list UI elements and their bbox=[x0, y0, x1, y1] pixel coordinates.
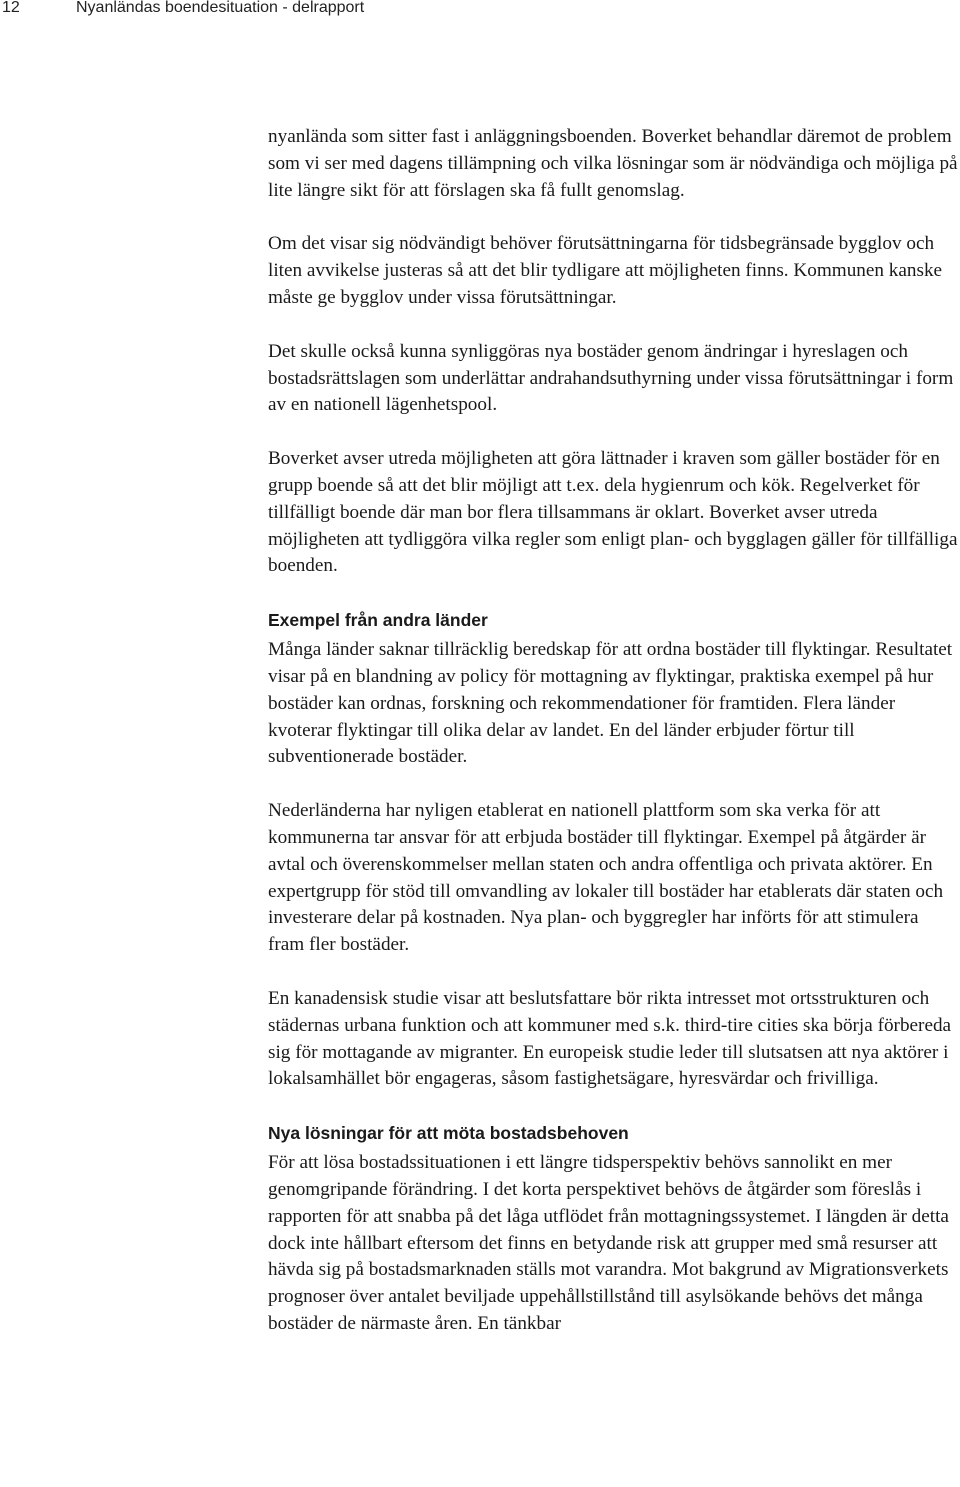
paragraph-nederlanderna: Nederländerna har nyligen etablerat en nationell plattform som ska verka för att kommunerna tar ansvar för att erbjuda bostäder till flyktingar. Exempel på åtgärder är avtal och överenskommelser mellan staten och andra offentliga och privata aktörer. En expertgrupp för stöd till omvandling av lokaler till bostäder har etablerats där staten och investerare delar på kostnaden. Nya plan- och byggregler har införts för att stimulera fram fler bostäder. bbox=[268, 800, 944, 956]
paragraph-andra-lander: Många länder saknar tillräcklig beredskap för att ordna bostäder till flyktingar. Resultatet visar på en blandning av policy för mottagning av flyktingar, praktiska exempel på hur bostäder kan ordnas, forskning och rekommendationer för framtiden. Flera länder kvoterar flyktingar till olika delar av landet. En del länder erbjuder förtur till subventionerade bostäder. bbox=[268, 639, 953, 768]
body-text bbox=[268, 124, 958, 1338]
section-heading-nya-losningar: Nya lösningar för att möta bostadsbehoven bbox=[268, 1123, 629, 1144]
paragraph-bygglov: Om det visar sig nödvändigt behöver förutsättningarna för tidsbegränsade bygglov och liten avvikelse justeras så att det blir tydligare att möjligheten finns. Kommunen kanske måste ge bygglov under vissa förutsättningar. bbox=[268, 233, 943, 308]
paragraph-continuation: nyanlända som sitter fast i anläggningsboenden. Boverket behandlar däremot de problem som vi ser med dagens tillämpning och vilka lösningar som är nödvändiga och möjliga på lite längre sikt för att förslagen ska få fullt genomslag. bbox=[268, 126, 958, 201]
paragraph-bostadssituationen: För att lösa bostadssituationen i ett längre tidsperspektiv behövs sannolikt en mer genomgripande förändring. I det korta perspektivet behövs de åtgärder som föreslås i rapporten för att snabba på det låga utflödet från mottagningssystemet. I längden är detta dock inte hållbart eftersom det finns en betydande risk att grupper med små resurser att hävda sig på bostadsmarknaden ställs mot varandra. Mot bakgrund av Migrationsverkets prognoser över antalet beviljade uppehållstillstånd till asylsökande behövs det många bostäder de närmaste åren. En tänkbar bbox=[268, 1152, 949, 1334]
paragraph-lagenhetspool: Det skulle också kunna synliggöras nya bostäder genom ändringar i hyreslagen och bostadsrättslagen som underlättar andrahandsuthyrning under vissa förutsättningar i form av en nationell lägenhetspool. bbox=[268, 340, 954, 416]
paragraph-kanadensisk-studie: En kanadensisk studie visar att beslutsfattare bör rikta intresset mot ortsstrukturen och städernas urbana funktion och att kommuner med s.k. third-tire cities ska börja förbereda sig för mottagande av migranter. En europeisk studie leder till slutsatsen att nya aktörer i lokalsamhället bör engageras, såsom fastighetsägare, hyresvärdar och frivilliga. bbox=[268, 987, 952, 1090]
section-heading-exempel: Exempel från andra länder bbox=[268, 610, 488, 631]
report-title: Nyanländas boendesituation - delrapport bbox=[76, 0, 365, 16]
page-number: 12 bbox=[2, 0, 20, 16]
running-header bbox=[0, 0, 960, 20]
paragraph-boverket-utreda: Boverket avser utreda möjligheten att göra lättnader i kraven som gäller bostäder för en grupp boende så att det blir möjligt att t.ex. dela hygienrum och kök. Regelverket för tillfälligt boende där man bor flera tillsammans är oklart. Boverket avser utreda möjligheten att tydliggöra vilka regler som enligt plan- och bygglagen gäller för tillfälliga boenden. bbox=[268, 448, 958, 577]
